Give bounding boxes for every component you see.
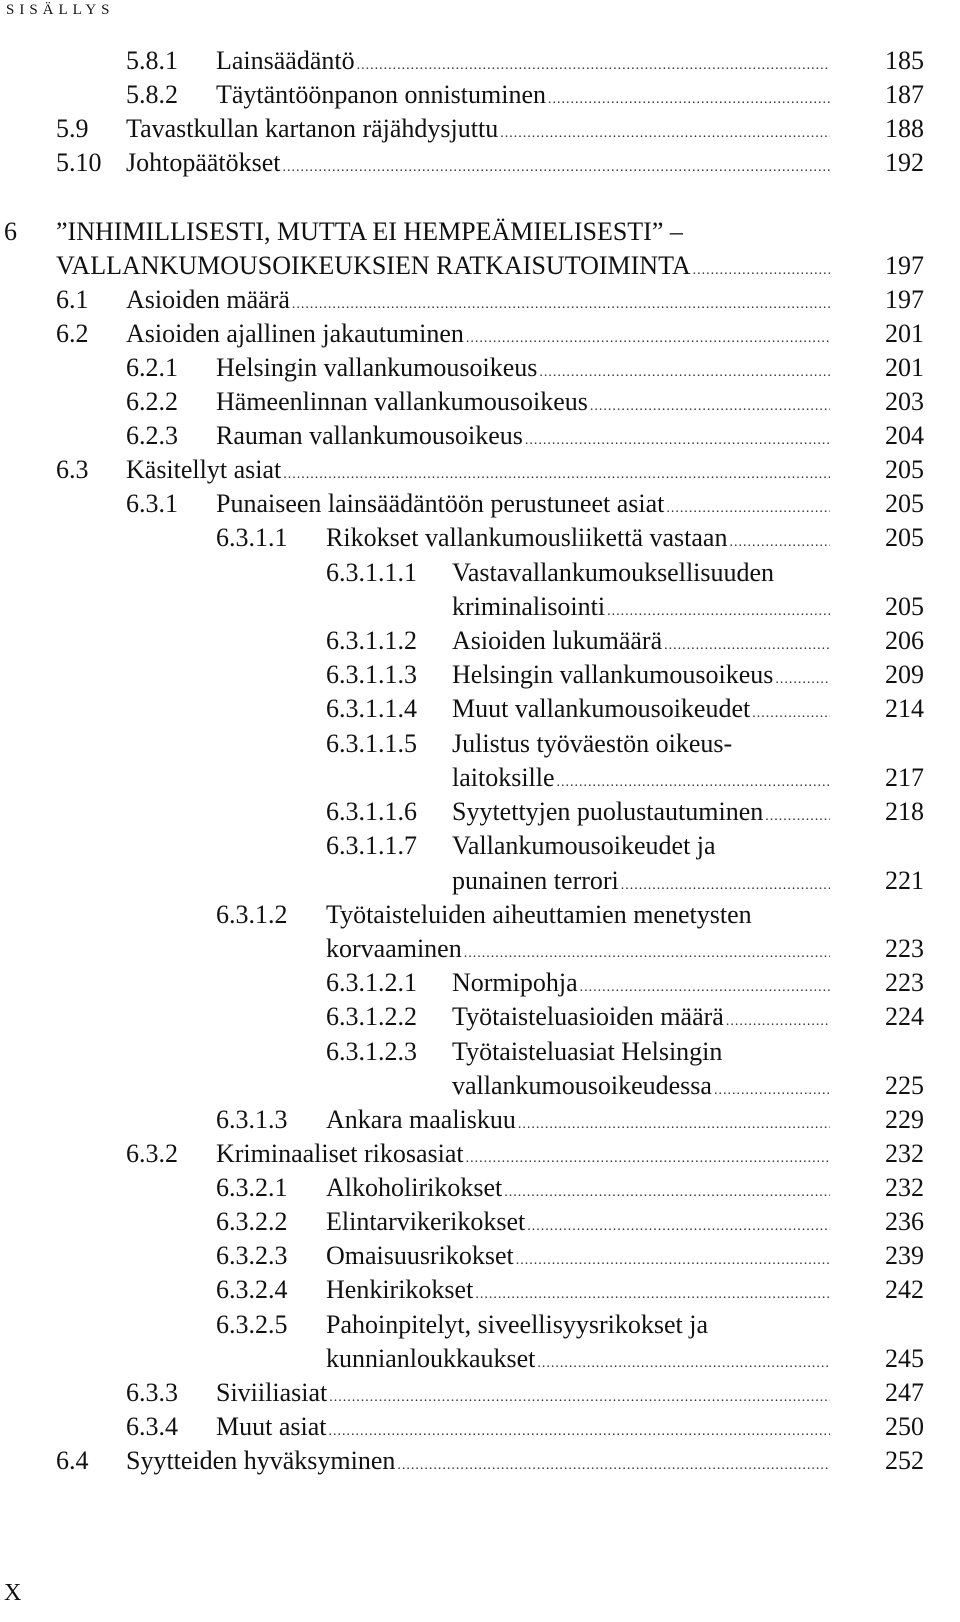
dot-leader — [397, 1449, 830, 1483]
toc-entry — [0, 521, 960, 555]
toc-entry-title-text: Omaisuusrikokset — [326, 1241, 514, 1270]
toc-entry — [0, 1069, 960, 1103]
toc-entry-title-text: Tavastkullan kartanon räjähdysjuttu — [126, 114, 499, 143]
toc-entry-number: 5.8.2 — [126, 80, 178, 109]
toc-entry-title-text: Kriminaaliset rikosasiat — [216, 1139, 464, 1168]
toc-entry-page: 201 — [885, 319, 924, 348]
toc-entry-page: 209 — [885, 660, 924, 689]
toc-entry — [0, 829, 960, 863]
toc-entry-number: 6.4 — [56, 1446, 89, 1475]
page-folio: X — [4, 1580, 22, 1606]
toc-entry-title — [56, 215, 920, 249]
toc-entry-title-text: Täytäntöönpanon onnistuminen — [216, 80, 547, 109]
toc-entry-page: 197 — [885, 251, 924, 280]
toc-entry-title — [452, 556, 920, 590]
toc-entry-page: 250 — [885, 1412, 924, 1441]
toc-entry — [0, 215, 960, 249]
toc-entry — [0, 453, 960, 487]
toc-entry-number: 6.3.4 — [126, 1412, 178, 1441]
toc-entry — [0, 283, 960, 317]
toc-entry — [0, 317, 960, 351]
toc-entry — [0, 1000, 960, 1034]
toc-entry — [0, 1444, 960, 1478]
toc-entry — [0, 44, 960, 78]
toc-entry — [0, 556, 960, 590]
toc-entry-page: 206 — [885, 626, 924, 655]
dot-leader — [283, 151, 830, 185]
toc-entry — [0, 487, 960, 521]
toc-entry — [0, 590, 960, 624]
toc-entry-title-text: Rikokset vallankumousliikettä vastaan — [326, 523, 728, 552]
toc-entry — [0, 624, 960, 658]
dot-leader — [726, 1005, 830, 1039]
toc-entry — [0, 795, 960, 829]
toc-entry-title — [452, 1000, 830, 1039]
toc-entry-page: 225 — [885, 1071, 924, 1100]
toc-entry-page: 205 — [885, 592, 924, 621]
toc-entry-number: 6.3.1.1.3 — [326, 660, 417, 689]
toc-entry-title-text: ”INHIMILLISESTI, MUTTA EI HEMPEÄMIELISESTI” – — [56, 217, 683, 246]
toc-entry-number: 6.3.1.2.2 — [326, 1002, 417, 1031]
toc-entry-number: 6.3.2.3 — [216, 1241, 288, 1270]
toc-entry-title-text: Rauman vallankumousoikeus — [216, 421, 523, 450]
toc-entry-page: 221 — [885, 866, 924, 895]
toc-entry-number: 6.1 — [56, 285, 89, 314]
toc-entry — [0, 1103, 960, 1137]
toc-entry-title-text: Helsingin vallankumousoikeus — [216, 353, 538, 382]
toc-entry-title — [126, 1444, 830, 1483]
toc-entry-title — [452, 692, 830, 731]
toc-entry-number: 6.3.1.1.2 — [326, 626, 417, 655]
toc-entry-title-text: punainen terrori — [452, 866, 619, 895]
toc-entry-title-text: Julistus työväestön oikeus- — [452, 729, 733, 758]
toc-entry — [0, 761, 960, 795]
toc-entry-page: 242 — [885, 1275, 924, 1304]
toc-entry — [0, 1239, 960, 1273]
toc-entry-number: 6.3.1.1.1 — [326, 558, 417, 587]
toc-entry — [0, 727, 960, 761]
toc-entry-page: 188 — [885, 114, 924, 143]
toc-entry — [0, 419, 960, 453]
toc-entry-page: 214 — [885, 694, 924, 723]
toc-entry-number: 5.10 — [56, 148, 102, 177]
toc-entry-title-text: Työtaisteluasiat Helsingin — [452, 1037, 723, 1066]
toc-entry-title-text: Vastavallankumouksellisuuden — [452, 558, 775, 587]
toc-entry-title-text: Työtaisteluasioiden määrä — [452, 1002, 724, 1031]
toc-entry — [0, 864, 960, 898]
toc-entry — [0, 112, 960, 146]
toc-entry-title — [452, 1035, 920, 1069]
toc-entry-page: 201 — [885, 353, 924, 382]
toc-entry-page: 239 — [885, 1241, 924, 1270]
toc-entry-title-text: vallankumousoikeudessa — [452, 1071, 712, 1100]
toc-entry-title — [126, 146, 830, 185]
toc-entry-number: 6.3.2.4 — [216, 1275, 288, 1304]
toc-entry-page: 217 — [885, 763, 924, 792]
toc-entry-number: 6.3.1.2.1 — [326, 968, 417, 997]
toc-entry-title — [326, 1308, 920, 1342]
toc-entry-number: 6.3.3 — [126, 1378, 178, 1407]
toc-entry-title-text: Käsitellyt asiat — [126, 455, 282, 484]
toc-entry-number: 6.3.1.1.6 — [326, 797, 417, 826]
toc-entry-title-text: Punaiseen lainsäädäntöön perustuneet asiat — [216, 489, 665, 518]
toc-entry — [0, 1137, 960, 1171]
dot-leader — [475, 1278, 830, 1312]
toc-entry-number: 6.3.2 — [126, 1139, 178, 1168]
toc-entry-title-text: Lainsäädäntö — [216, 46, 355, 75]
toc-entry-title-text: Asioiden lukumäärä — [452, 626, 663, 655]
toc-entry — [0, 249, 960, 283]
toc-entry-title — [326, 1273, 830, 1312]
toc-entry-title-text: Asioiden ajallinen jakautuminen — [126, 319, 464, 348]
toc-entry-number: 6 — [4, 217, 17, 246]
toc-entry — [0, 692, 960, 726]
toc-entry-number: 6.3.2.1 — [216, 1173, 288, 1202]
running-head: SISÄLLYS — [6, 2, 115, 18]
toc-entry — [0, 1035, 960, 1069]
toc-entry-number: 6.2.3 — [126, 421, 178, 450]
toc-entry-title-text: Siviiliasiat — [216, 1378, 328, 1407]
toc-entry-number: 6.3.2.5 — [216, 1310, 288, 1339]
toc-entry-number: 5.9 — [56, 114, 89, 143]
toc-entry-page: 229 — [885, 1105, 924, 1134]
toc-entry — [0, 1376, 960, 1410]
toc-entry-number: 6.3.1.2.3 — [326, 1037, 417, 1066]
toc-entry — [0, 385, 960, 419]
toc-entry-title-text: Helsingin vallankumousoikeus — [452, 660, 774, 689]
toc-entry-page: 223 — [885, 968, 924, 997]
toc-entry-number: 6.3.1 — [126, 489, 178, 518]
toc-entry-title-text: Normipohja — [452, 968, 578, 997]
toc-entry-page: 205 — [885, 523, 924, 552]
toc-entry-title — [326, 898, 920, 932]
toc-entry-page: 187 — [885, 80, 924, 109]
toc-entry-title-text: Muut vallankumousoikeudet — [452, 694, 751, 723]
toc-entry — [0, 351, 960, 385]
toc-entry-page: 218 — [885, 797, 924, 826]
toc-entry-page: 232 — [885, 1173, 924, 1202]
toc-entry-title — [452, 829, 920, 863]
dot-leader — [729, 526, 830, 560]
toc-entry-number: 6.3.1.3 — [216, 1105, 288, 1134]
toc-entry-page: 205 — [885, 489, 924, 518]
toc-entry — [0, 1308, 960, 1342]
toc-entry — [0, 1171, 960, 1205]
toc-entry-title-text: Muut asiat — [216, 1412, 327, 1441]
toc-entry-title-text: Syytteiden hyväksyminen — [126, 1446, 396, 1475]
toc-entry-page: 197 — [885, 285, 924, 314]
toc-entry-number: 6.3.1.1.4 — [326, 694, 417, 723]
toc-entry-title-text: Pahoinpitelyt, siveellisyysrikokset ja — [326, 1310, 709, 1339]
toc-entry-page: 247 — [885, 1378, 924, 1407]
dot-leader — [752, 697, 830, 731]
toc-entry-page: 223 — [885, 934, 924, 963]
toc-entry-number: 6.2 — [56, 319, 89, 348]
toc-entry — [0, 898, 960, 932]
toc-entry — [0, 932, 960, 966]
toc-entry — [0, 78, 960, 112]
toc-entry-number: 6.3.1.1.5 — [326, 729, 417, 758]
toc-entry-page: 232 — [885, 1139, 924, 1168]
toc-entry-title-text: Elintarvikerikokset — [326, 1207, 526, 1236]
toc-entry — [0, 1342, 960, 1376]
toc-entry-title-text: Ankara maaliskuu — [326, 1105, 516, 1134]
toc-entry-title-text: Asioiden määrä — [126, 285, 290, 314]
toc-entry-title — [326, 521, 830, 560]
toc-entry-title-text: kriminalisointi — [452, 592, 606, 621]
toc-entry-page: 245 — [885, 1344, 924, 1373]
toc-entry-number: 6.3 — [56, 455, 89, 484]
toc-entry-number: 6.3.1.1 — [216, 523, 288, 552]
toc-entry-page: 185 — [885, 46, 924, 75]
toc-entry-page: 192 — [885, 148, 924, 177]
toc-entry-title-text: Johtopäätökset — [126, 148, 281, 177]
toc-entry-title-text: Henkirikokset — [326, 1275, 474, 1304]
toc-entry-number: 6.3.1.2 — [216, 900, 288, 929]
toc-entry — [0, 1205, 960, 1239]
toc-entry-title-text: Hämeenlinnan vallankumousoikeus — [216, 387, 588, 416]
toc-entry — [0, 966, 960, 1000]
toc-entry — [0, 1410, 960, 1444]
toc-entry-number: 6.2.1 — [126, 353, 178, 382]
toc-entry-page: 252 — [885, 1446, 924, 1475]
toc-entry-title-text: Alkoholirikokset — [326, 1173, 503, 1202]
toc-entry-page: 224 — [885, 1002, 924, 1031]
toc-entry-page: 203 — [885, 387, 924, 416]
toc-entry-number: 5.8.1 — [126, 46, 178, 75]
toc-entry — [0, 1273, 960, 1307]
toc-entry-title-text: kunnianloukkaukset — [326, 1344, 536, 1373]
toc-entry-title-text: laitoksille — [452, 763, 555, 792]
toc-entry-page: 205 — [885, 455, 924, 484]
toc-entry-page: 236 — [885, 1207, 924, 1236]
toc-entry-title-text: korvaaminen — [326, 934, 462, 963]
toc-entry-page: 204 — [885, 421, 924, 450]
toc-entry-number: 6.2.2 — [126, 387, 178, 416]
toc-entry-number: 6.3.2.2 — [216, 1207, 288, 1236]
toc-entry-title-text: Työtaisteluiden aiheuttamien menetysten — [326, 900, 752, 929]
toc-entry-number: 6.3.1.1.7 — [326, 831, 417, 860]
toc-entry — [0, 658, 960, 692]
toc-entry-title-text: Vallankumousoikeudet ja — [452, 831, 716, 860]
toc-entry-title — [452, 727, 920, 761]
toc-entry — [0, 146, 960, 180]
toc-entry-title-text: Syytettyjen puolustautuminen — [452, 797, 764, 826]
toc-entry-title-text: VALLANKUMOUSOIKEUKSIEN RATKAISUTOIMINTA — [56, 251, 691, 280]
